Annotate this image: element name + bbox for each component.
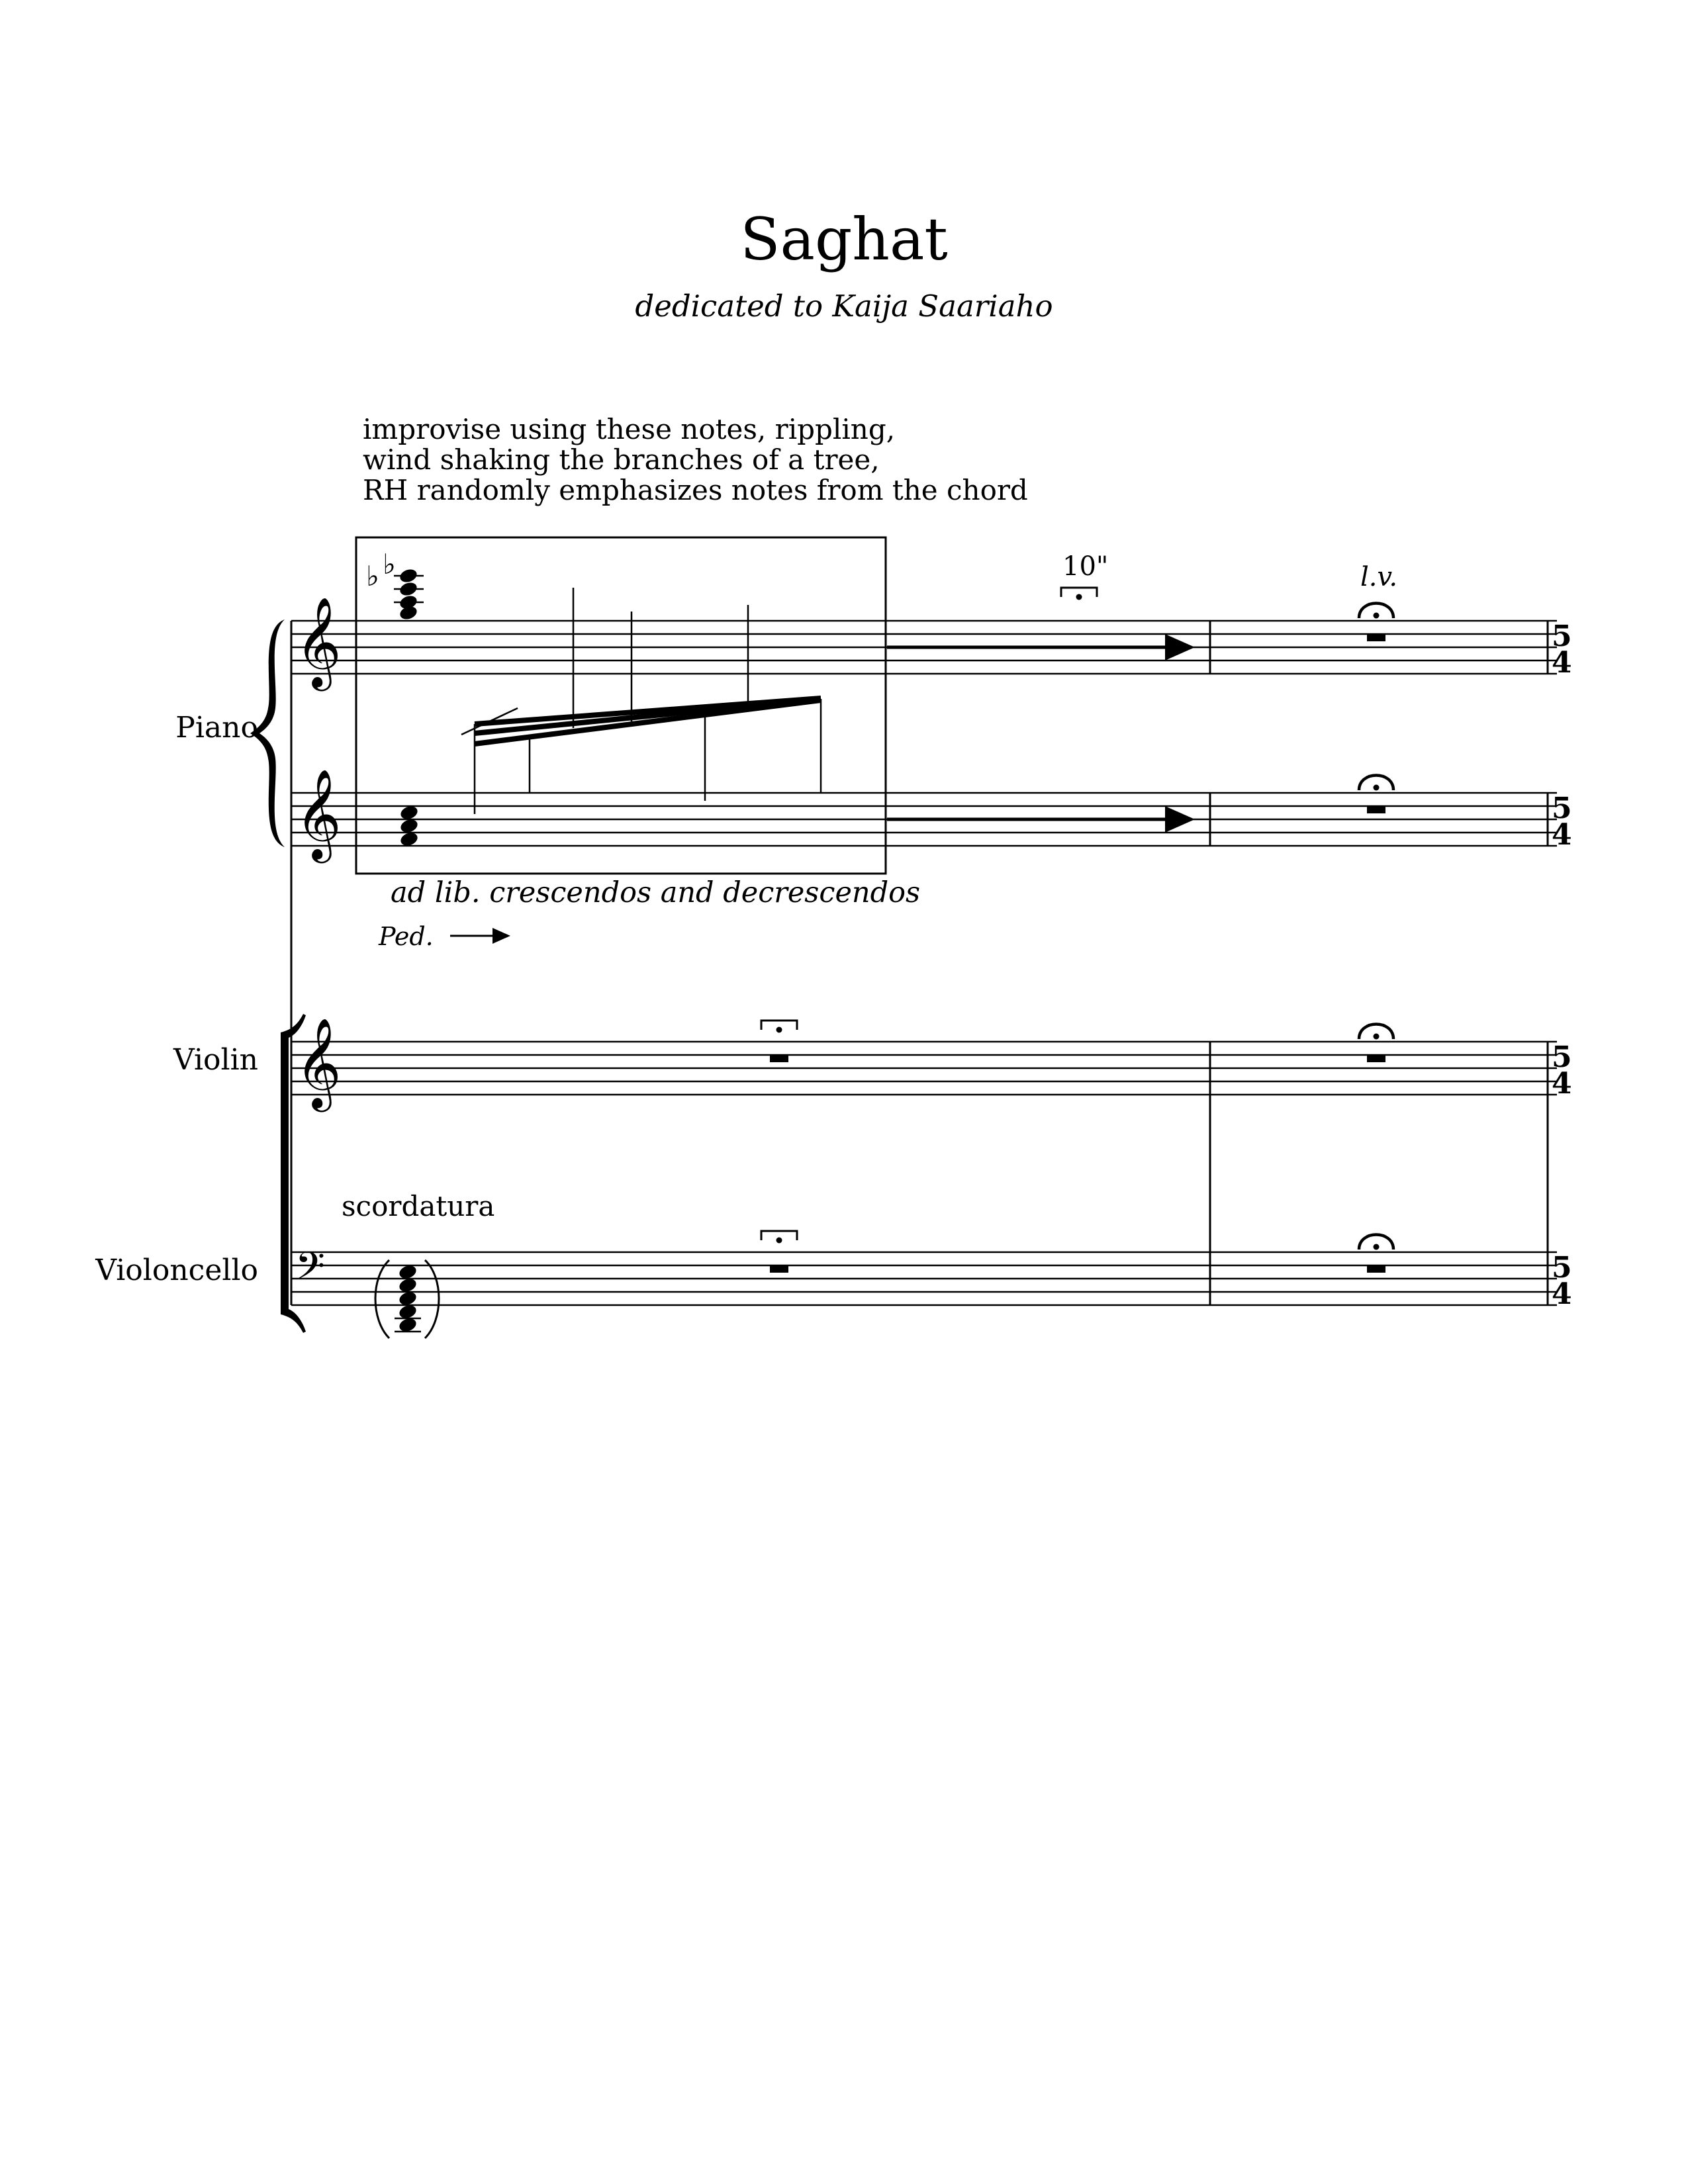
pedal-marking: Ped. bbox=[379, 922, 434, 951]
fermata-icon bbox=[1359, 1235, 1393, 1250]
svg-text:4: 4 bbox=[1552, 818, 1572, 852]
cello-staff bbox=[291, 1252, 1557, 1305]
flat-icon: ♭ bbox=[366, 560, 379, 592]
improvisation-box bbox=[356, 537, 886, 874]
treble-clef-icon: 𝄞 bbox=[295, 596, 342, 687]
scordatura-label: scordatura bbox=[342, 1190, 495, 1222]
fermata-icon bbox=[1359, 604, 1393, 619]
whole-rest bbox=[1367, 1265, 1385, 1273]
piano-brace bbox=[250, 619, 285, 847]
svg-text:5: 5 bbox=[1552, 1040, 1572, 1074]
dynamics-instruction: ad lib. crescendos and decrescendos bbox=[391, 876, 921, 909]
whole-rest bbox=[1367, 806, 1385, 813]
time-signature bbox=[1552, 619, 1572, 1311]
instruction-line: RH randomly emphasizes notes from the chord bbox=[363, 474, 1028, 506]
violin-staff bbox=[291, 1042, 1557, 1095]
piece-title: Saghat bbox=[740, 205, 948, 273]
whole-rest bbox=[1367, 634, 1385, 641]
svg-text:4: 4 bbox=[1552, 646, 1572, 680]
whole-rest bbox=[770, 1265, 788, 1273]
fermata-icon bbox=[1359, 776, 1393, 791]
treble-clef-icon: 𝄞 bbox=[295, 1017, 342, 1108]
fermata-dot bbox=[1076, 594, 1082, 600]
duration-marking: 10" bbox=[1062, 551, 1109, 582]
whole-rest bbox=[770, 1055, 788, 1062]
svg-text:5: 5 bbox=[1552, 792, 1572, 825]
fermata-dot bbox=[776, 1027, 782, 1033]
bass-clef-icon: 𝄢 bbox=[295, 1244, 326, 1298]
svg-text:4: 4 bbox=[1552, 1067, 1572, 1101]
lh-chord bbox=[399, 804, 420, 848]
svg-text:5: 5 bbox=[1552, 619, 1572, 653]
feathered-beam-figure bbox=[461, 588, 821, 814]
piano-label: Piano bbox=[175, 711, 258, 745]
let-vibrate-marking: l.v. bbox=[1360, 562, 1398, 592]
dedication: dedicated to Kaija Saariaho bbox=[635, 289, 1053, 324]
violin-label: Violin bbox=[173, 1043, 258, 1077]
whole-rest bbox=[1367, 1055, 1385, 1062]
svg-text:4: 4 bbox=[1552, 1277, 1572, 1311]
svg-text:5: 5 bbox=[1552, 1251, 1572, 1285]
scordatura-chord bbox=[375, 1260, 439, 1338]
instruction-line: improvise using these notes, rippling, bbox=[363, 413, 896, 445]
treble-clef-icon: 𝄞 bbox=[295, 768, 342, 859]
fermata-dot bbox=[776, 1238, 782, 1244]
rh-chord bbox=[394, 567, 424, 621]
instruction-line: wind shaking the branches of a tree, bbox=[363, 443, 880, 476]
cello-label: Violoncello bbox=[95, 1253, 258, 1287]
fermata-icon bbox=[1359, 1024, 1393, 1040]
flat-icon: ♭ bbox=[383, 548, 396, 580]
